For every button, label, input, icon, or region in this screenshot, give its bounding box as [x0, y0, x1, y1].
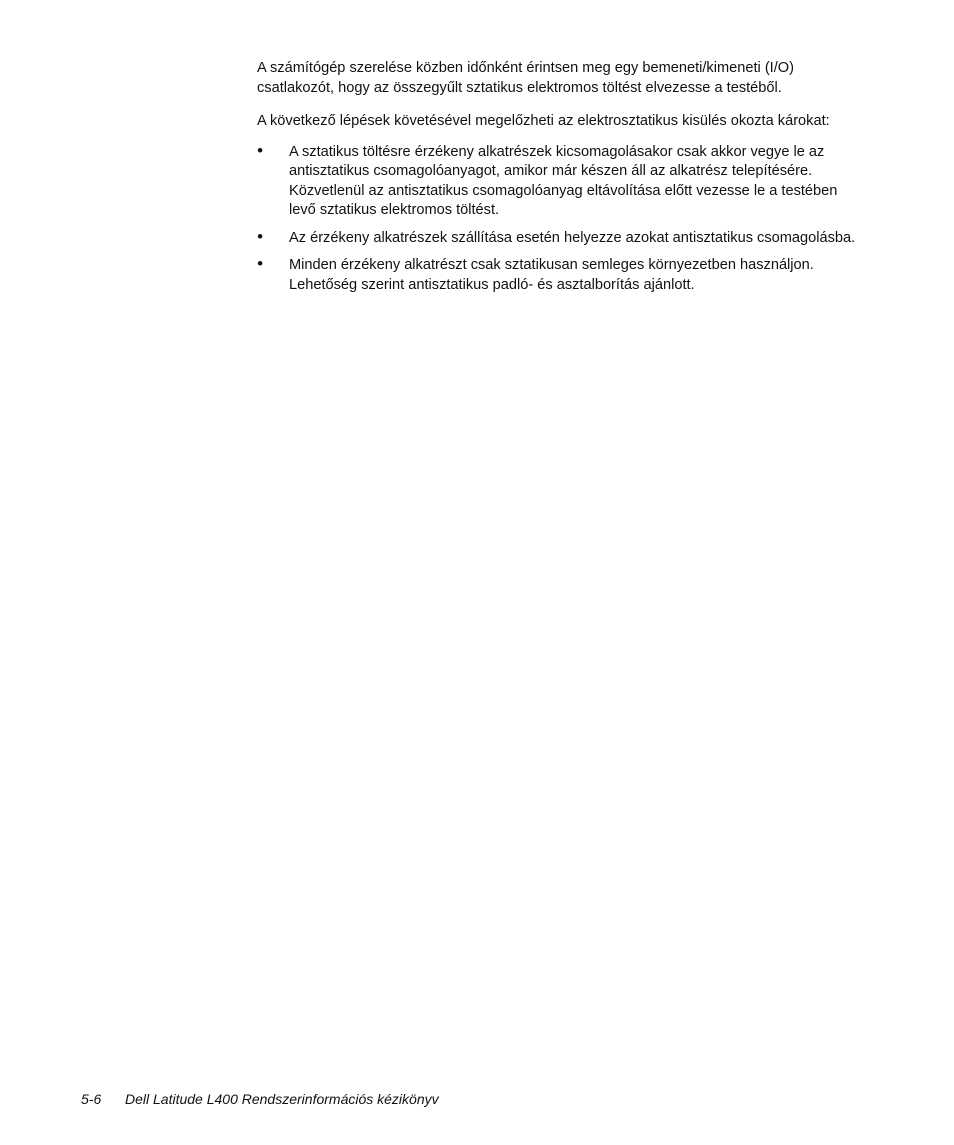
footer-page-number: 5-6 [81, 1091, 102, 1107]
list-item [257, 226, 867, 249]
bullet-icon: • [257, 140, 263, 160]
footer-manual-title: Dell Latitude L400 Rendszerinformációs kézikönyv [125, 1091, 439, 1107]
bullet-icon: • [257, 254, 263, 273]
list-item-text: Az érzékeny alkatrészek szállítása esetén helyezze azokat antisztatikus csomagolásba. [289, 229, 856, 246]
intro-paragraph: A számítógép szerelése közben időnként érintsen meg egy bemeneti/kimeneti (I/O) csatlakozót, hogy az összegyűlt sztatikus elektromos töltést elvezesse a testéből. [257, 60, 795, 96]
document-body [257, 59, 867, 303]
list-item-text: Minden érzékeny alkatrészt csak sztatikusan semleges környezetben használjon. Lehetőség szerint antisztatikus padló- és asztalborítás ajánlott. [289, 257, 814, 293]
esd-precaution-list [257, 140, 867, 296]
page-footer [81, 1091, 439, 1107]
list-item [257, 256, 867, 295]
steps-intro-paragraph: A következő lépések követésével megelőzheti az elektrosztatikus kisülés okozta károkat: [257, 113, 830, 129]
list-item [257, 140, 867, 221]
list-item-text: A sztatikus töltésre érzékeny alkatrészek kicsomagolásakor csak akkor vegye le az antisztatikus csomagolóanyagot, amikor már készen áll az alkatrész telepítésére. Közvetlenül az antisztatikus csomagolóanyag eltávolítása előtt vezesse le a testében levő sztatikus elektromos töltést. [289, 143, 838, 218]
bullet-icon: • [257, 226, 263, 246]
